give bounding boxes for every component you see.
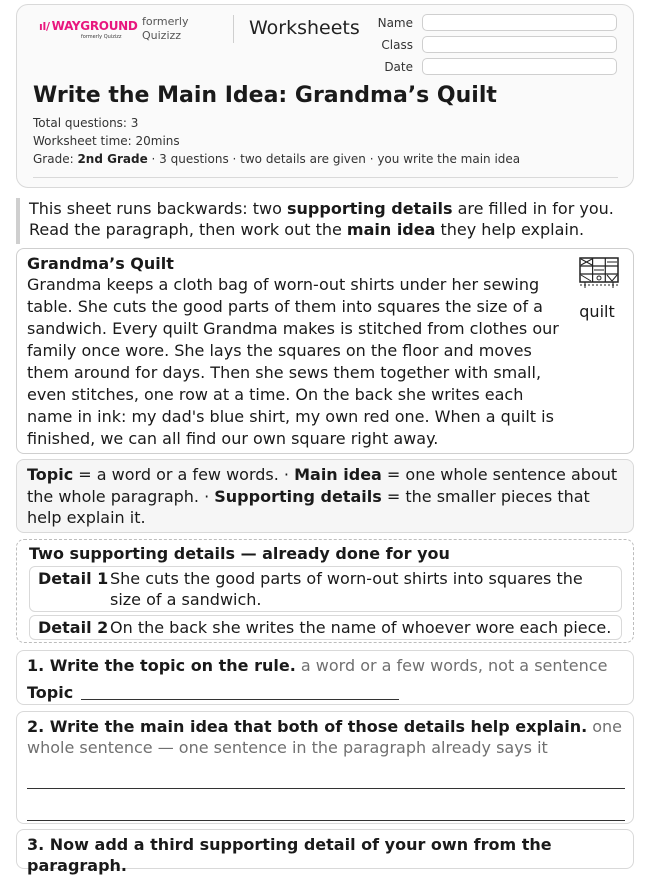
- detail-card: [29, 566, 622, 612]
- topic-answer-line[interactable]: [81, 699, 399, 700]
- question-2-card: [16, 711, 634, 824]
- supporting-details-term: Supporting details: [214, 486, 382, 506]
- main-idea-term: Main idea: [294, 465, 382, 484]
- quilt-caption: quilt: [579, 302, 615, 321]
- logo-text: WAYGROUND: [51, 19, 138, 33]
- main-idea-answer-line[interactable]: [27, 788, 625, 789]
- detail-card: [29, 615, 622, 640]
- class-field[interactable]: [422, 36, 617, 53]
- quilt-icon: [579, 257, 619, 289]
- main-idea-answer-line[interactable]: [27, 820, 625, 821]
- header-divider: [233, 15, 234, 43]
- detail-text: She cuts the good parts of worn-out shirts into squares the size of a sandwich.: [110, 569, 583, 609]
- topic-answer-label: Topic: [27, 683, 74, 702]
- name-field[interactable]: [422, 14, 617, 31]
- detail-label: Detail 1: [38, 569, 109, 588]
- formerly-quizizz: formerly Quizizz: [142, 15, 189, 42]
- date-label: Date: [384, 59, 413, 74]
- class-field-row: [357, 36, 617, 53]
- passage-title: Grandma’s Quilt: [27, 254, 174, 273]
- date-field-row: [357, 58, 617, 75]
- passage-card: [16, 248, 634, 454]
- logo-subtext: formerly Quizizz: [81, 34, 122, 40]
- question-3-card: [16, 829, 634, 875]
- grade-line: Grade: 2nd Grade · 3 questions · two details are given · you write the main idea: [33, 152, 521, 166]
- definitions-box: Topic = a word or a few words. · Main idea = one whole sentence about the whole paragraph. · Supporting details = the smaller pieces that help explain it.: [16, 459, 634, 533]
- grade-value: 2nd Grade: [77, 152, 148, 166]
- instructions: This sheet runs backwards: two supporting details are filled in for you. Read the paragraph, then work out the main idea they help explain.: [16, 198, 634, 244]
- header-rule: [33, 177, 618, 178]
- topic-term: Topic: [27, 465, 74, 484]
- topic-answer-row: [27, 682, 399, 703]
- question-1-card: [16, 650, 634, 705]
- section-title: Worksheets: [249, 17, 360, 39]
- passage-text: Grandma keeps a cloth bag of worn-out shirts under her sewing table. She cuts the good parts of them into squares the size of a sandwich. Every quilt Grandma makes is stitched from clothes our family once wore. She lays the squares on the floor and moves them around for days. Then she sews them together with small, even stitches, one row at a time. On the back she writes each name in ink: my dad's blue shirt, my own red one. When a quilt is finished, we can all find our own square right away.: [27, 275, 559, 448]
- question-2-prompt: 2. Write the main idea that both of those details help explain. one whole sentence — one sentence in the paragraph already says it: [27, 717, 623, 757]
- date-field[interactable]: [422, 58, 617, 75]
- quilt-illustration: [577, 257, 621, 321]
- given-details-box: [16, 539, 634, 643]
- question-1-prompt: 1. Write the topic on the rule. a word or a few words, not a sentence: [27, 656, 608, 675]
- worksheet-time: Worksheet time: 20mins: [33, 134, 180, 148]
- wayground-mark-icon: ıl/: [39, 19, 50, 33]
- brand-logo: [39, 19, 138, 40]
- detail-label: Detail 2: [38, 618, 109, 637]
- question-1-hint: a word or a few words, not a sentence: [295, 656, 608, 675]
- question-3-prompt: 3. Now add a third supporting detail of your own from the paragraph.: [27, 835, 552, 875]
- name-label: Name: [377, 15, 413, 30]
- given-details-title: Two supporting details — already done for you: [29, 544, 450, 563]
- name-field-row: [357, 14, 617, 31]
- question-2-hint: one whole sentence — one sentence in the paragraph already says it: [27, 717, 623, 757]
- total-questions: Total questions: 3: [33, 116, 139, 130]
- detail-text: On the back she writes the name of whoever wore each piece.: [110, 618, 612, 637]
- class-label: Class: [381, 37, 413, 52]
- worksheet-title: Write the Main Idea: Grandma’s Quilt: [33, 83, 497, 108]
- worksheet-header: [16, 4, 634, 188]
